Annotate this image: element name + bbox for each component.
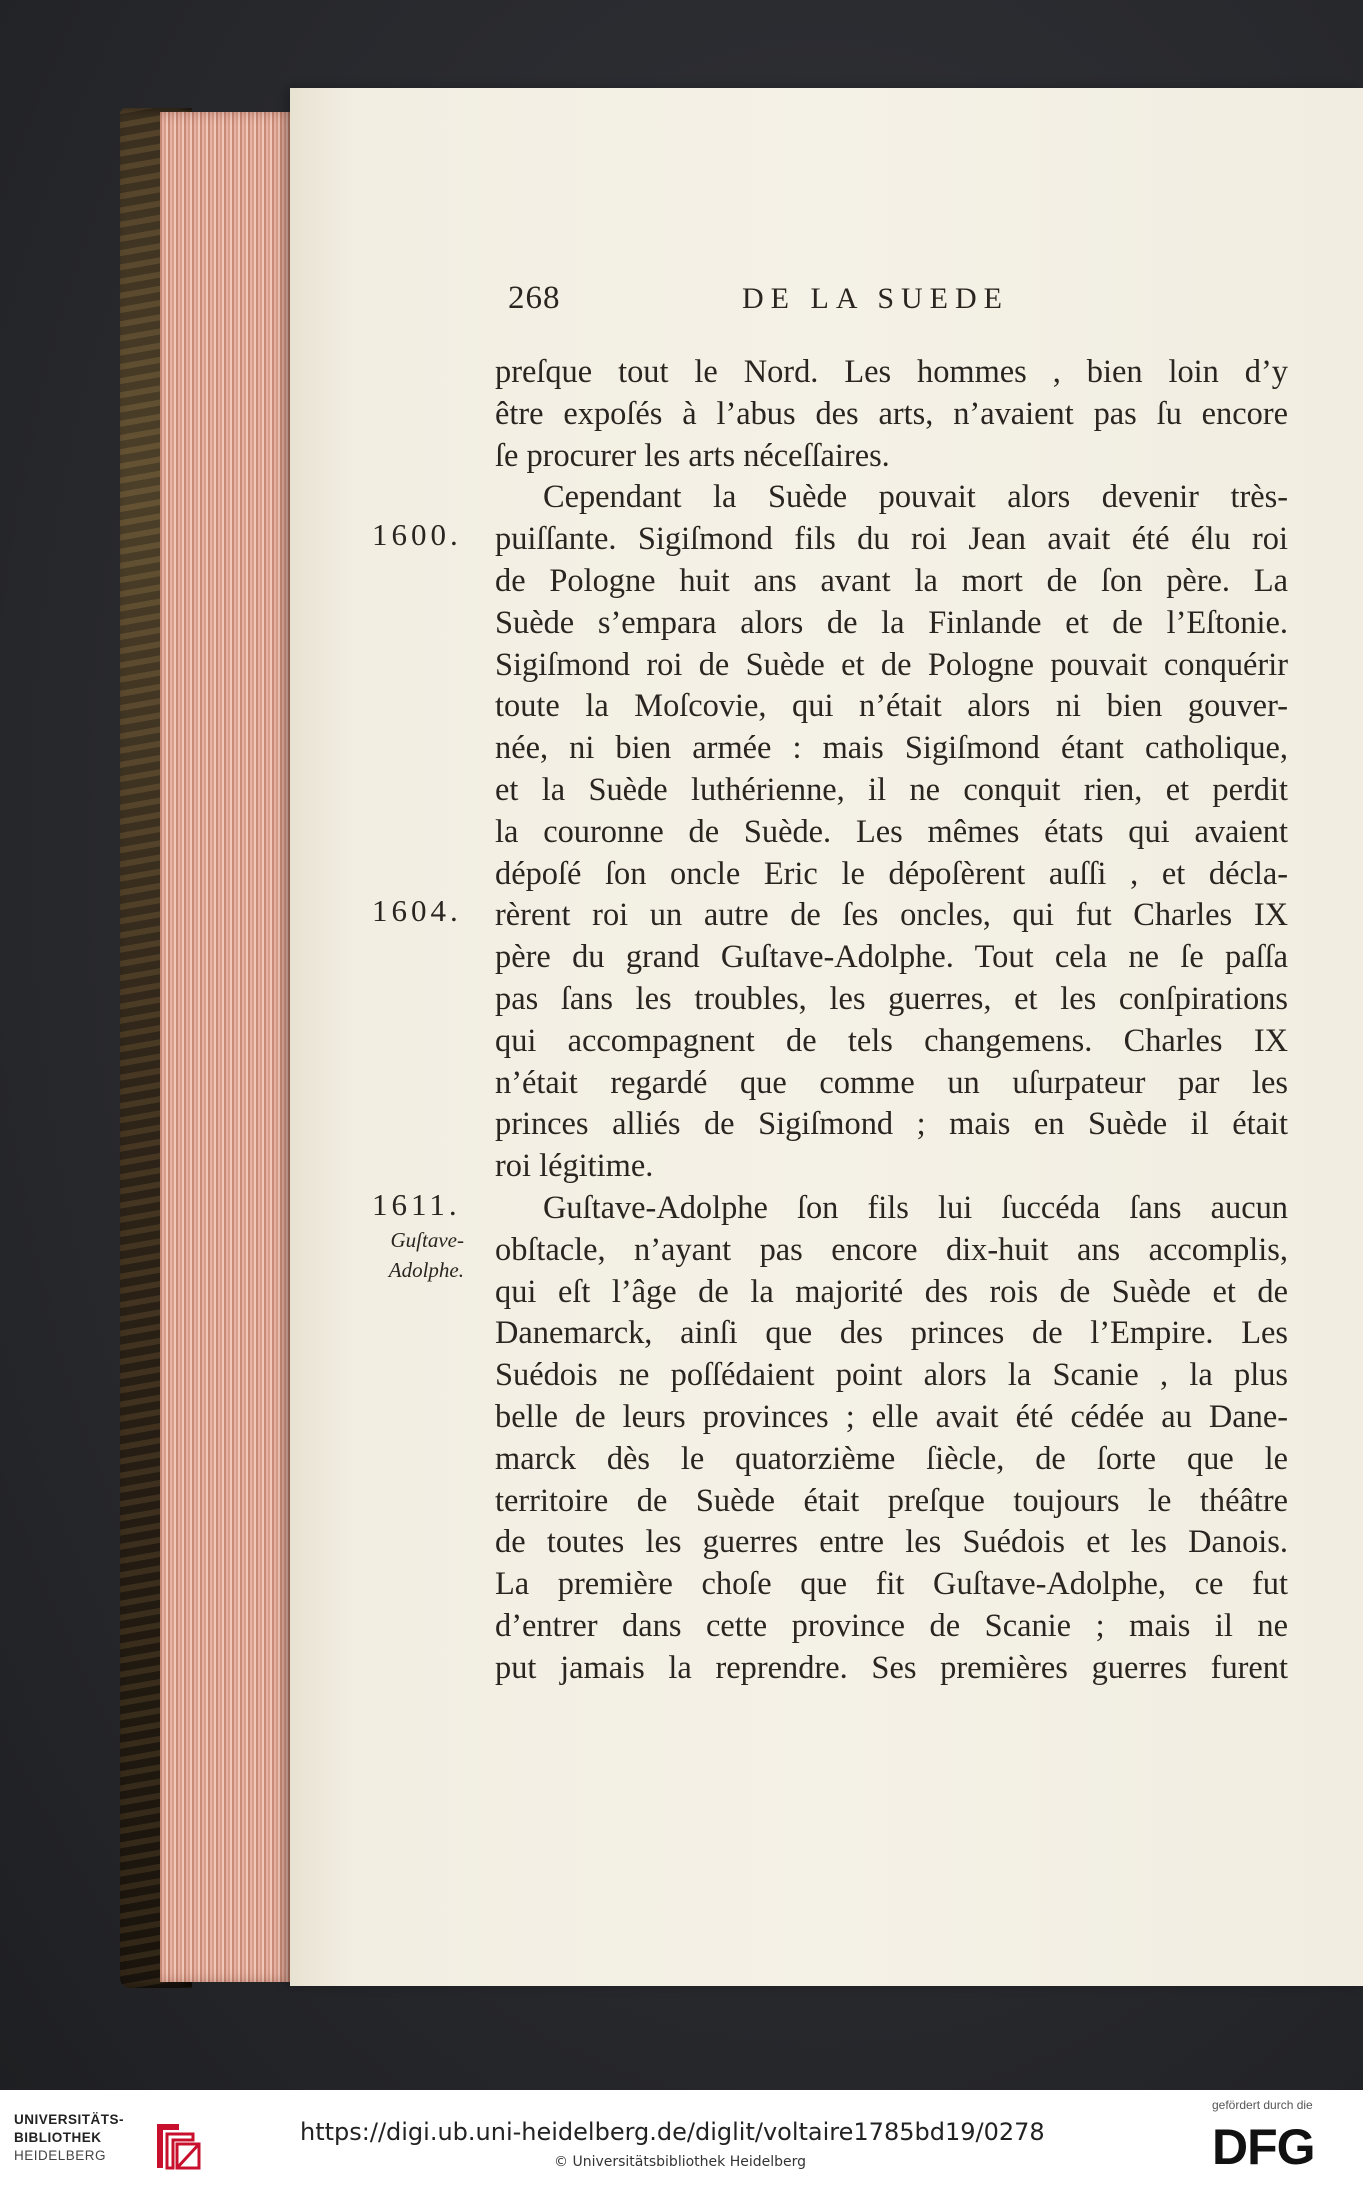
text-line: Cependant la Suède pouvait alors devenir très- <box>543 479 1288 516</box>
text-line: marck dès le quatorzième ſiècle, de ſorte que le <box>495 1440 1288 1477</box>
text-line: Suédois ne poſſédaient point alors la Scanie , la plus <box>495 1357 1288 1394</box>
text-line: née, ni bien armée : mais Sigiſmond étant catholique, <box>495 730 1288 767</box>
text-line: preſque tout le Nord. Les hommes , bien loin d’y <box>495 354 1288 390</box>
text-line: rèrent roi un autre de ſes oncles, qui fut Charles IX <box>495 897 1288 934</box>
text-line: qui accompagnent de tels changemens. Charles IX <box>495 1022 1288 1059</box>
library-logo[interactable] <box>14 2112 194 2172</box>
text-line: Suède s’empara alors de la Finlande et de l’Eſtonie. <box>495 604 1288 641</box>
text-line: être expoſés à l’abus des arts, n’avaient pas ſu encore <box>495 395 1288 432</box>
viewer-footer <box>0 2090 1363 2185</box>
text-line: put jamais la reprendre. Ses premières guerres furent <box>495 1649 1288 1686</box>
text-line: qui eſt l’âge de la majorité des rois de Suède et de <box>495 1273 1288 1310</box>
text-line: territoire de Suède était preſque toujours le théâtre <box>495 1482 1288 1519</box>
text-line: dépoſé ſon oncle Eric le dépoſèrent auſſi , et décla- <box>495 855 1288 892</box>
text-line: et la Suède luthérienne, il ne conquit rien, et perdit <box>495 771 1288 808</box>
text-line: Guſtave-Adolphe ſon fils lui ſuccéda ſans aucun <box>543 1189 1288 1226</box>
text-line: Danemarck, ainſi que des princes de l’Empire. Les <box>495 1315 1288 1352</box>
text-line: la couronne de Suède. Les mêmes états qui avaient <box>495 813 1288 850</box>
text-line: de Pologne huit ans avant la mort de ſon père. La <box>495 562 1288 599</box>
body-text <box>495 352 1288 1690</box>
margin-year-1604: 1604. <box>372 893 462 928</box>
text-line: pas ſans les troubles, les guerres, et les conſpirations <box>495 980 1288 1017</box>
margin-year-1600: 1600. <box>372 517 462 552</box>
text-line: ſe procurer les arts néceſſaires. <box>495 437 890 474</box>
library-name-line-3: HEIDELBERG <box>14 2148 107 2163</box>
text-line: d’entrer dans cette province de Scanie ; mais il ne <box>495 1607 1288 1644</box>
permalink-url[interactable]: https://digi.ub.uni-heidelberg.de/diglit/voltaire1785bd19/0278 <box>300 2118 1045 2146</box>
text-line: père du grand Guſtave-Adolphe. Tout cela ne ſe paſſa <box>495 939 1288 976</box>
copyright-notice: © Universitätsbibliothek Heidelberg <box>554 2154 807 2170</box>
text-line: La première choſe que fit Guſtave-Adolphe, ce fut <box>495 1566 1288 1603</box>
margin-name-line-2: Adolphe. <box>388 1258 464 1282</box>
text-line: belle de leurs provinces ; elle avait été cédée au Dane- <box>495 1398 1288 1435</box>
funder-label: gefördert durch die <box>1212 2098 1313 2112</box>
library-mark-icon <box>149 2118 205 2174</box>
page-block-edge <box>160 112 295 1982</box>
text-line: n’était regardé que comme un uſurpateur par les <box>495 1064 1288 1101</box>
library-name-line-1: UNIVERSITÄTS- <box>14 2112 125 2127</box>
text-line: roi légitime. <box>495 1148 654 1185</box>
running-title: DE LA SUEDE <box>742 282 1009 315</box>
text-line: obſtacle, n’ayant pas encore dix-huit ans accomplis, <box>495 1231 1288 1268</box>
text-line: toute la Moſcovie, qui n’était alors ni bien gouver- <box>495 688 1288 725</box>
dfg-logo[interactable]: DFG <box>1212 2119 1315 2175</box>
text-line: princes alliés de Sigiſmond ; mais en Suède il était <box>495 1106 1288 1143</box>
margin-year-1611: 1611. <box>372 1187 461 1222</box>
text-line: de toutes les guerres entre les Suédois et les Danois. <box>495 1524 1288 1561</box>
text-line: puiſſante. Sigiſmond fils du roi Jean avait été élu roi <box>495 521 1288 558</box>
text-line: Sigiſmond roi de Suède et de Pologne pouvait conquérir <box>495 646 1288 683</box>
margin-name-line-1: Guſtave- <box>390 1228 464 1252</box>
library-name-line-2: BIBLIOTHEK <box>14 2130 102 2145</box>
page-number: 268 <box>508 280 561 316</box>
